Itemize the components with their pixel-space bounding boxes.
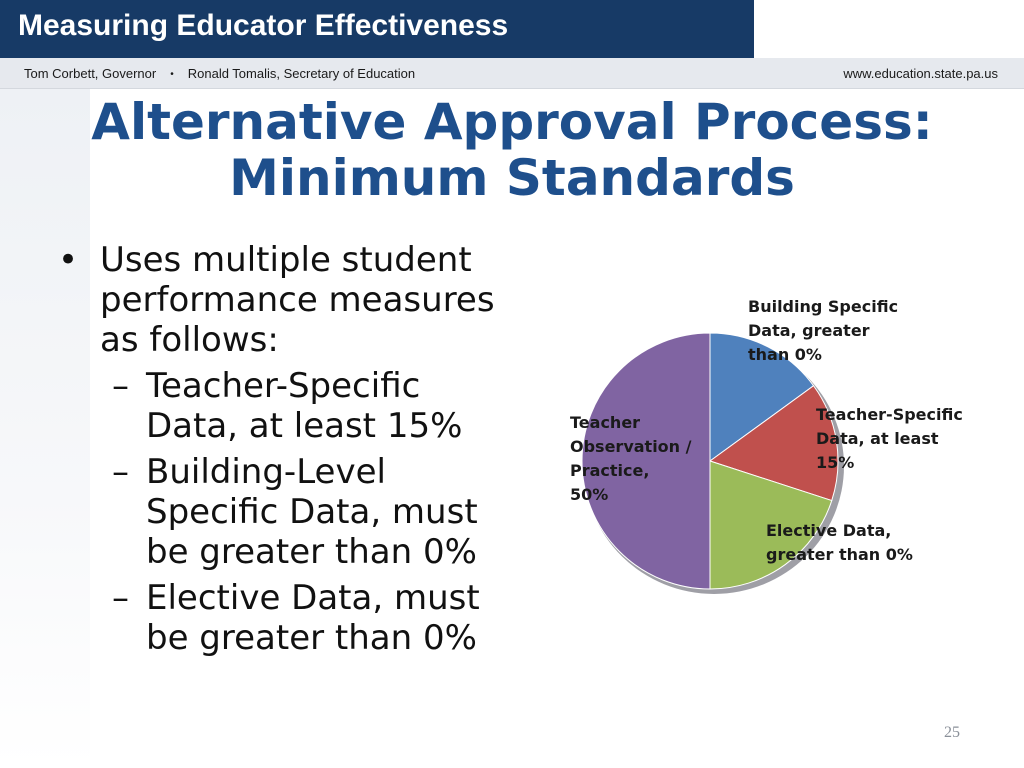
bullet-main-line: Uses multiple student — [100, 240, 472, 280]
dash-mark: – — [112, 366, 129, 406]
sub-bullet-line: Teacher-Specific — [146, 366, 421, 406]
sub-bullet-line: be greater than 0% — [146, 532, 477, 572]
separator-dot: • — [170, 69, 174, 80]
sub-bullet-line: be greater than 0% — [146, 618, 477, 658]
sub-bullet-elective — [56, 578, 516, 658]
slice-label-line: greater than 0% — [766, 545, 913, 564]
pie-chart — [540, 280, 1020, 620]
governor-text: Tom Corbett, Governor — [24, 66, 157, 81]
secretary-text: Ronald Tomalis, Secretary of Education — [187, 66, 416, 81]
slice-label-line: Elective Data, — [766, 521, 892, 540]
slice-label-line: Building Specific — [748, 297, 899, 316]
slice-label-line: Data, greater — [748, 321, 870, 340]
slice-label-line: Data, at least — [816, 429, 939, 448]
website-link[interactable]: www.education.state.pa.us — [843, 66, 998, 81]
slice-label-line: 50% — [570, 485, 609, 504]
slice-label-line: Observation / — [570, 437, 692, 456]
sub-bullet-line: Elective Data, must — [146, 578, 480, 618]
sub-bullet-line: Specific Data, must — [146, 492, 478, 532]
slice-label-line: than 0% — [748, 345, 822, 364]
bullet-main — [56, 240, 516, 360]
header-title: Measuring Educator Effectiveness — [18, 9, 509, 42]
slide-title-line-1: Alternative Approval Process: — [91, 93, 933, 151]
bullet-main-line: as follows: — [100, 320, 279, 360]
dash-mark: – — [112, 452, 129, 492]
sub-bullet-teacher-specific — [56, 366, 516, 446]
bullet-main-line: performance measures — [100, 280, 495, 320]
slice-label-teacher-specific — [816, 405, 963, 472]
page-number: 25 — [944, 724, 960, 741]
sub-header-bar — [0, 58, 1024, 89]
sub-bullet-line: Building-Level — [146, 452, 386, 492]
bullet-mark: • — [58, 240, 79, 280]
slice-label-line: Practice, — [570, 461, 650, 480]
slice-label-line: Teacher-Specific — [816, 405, 963, 424]
sub-bullet-line: Data, at least 15% — [146, 406, 463, 446]
slide-title — [0, 94, 1024, 206]
slice-label-building-specific — [748, 297, 898, 364]
sub-bullet-building-level — [56, 452, 516, 572]
officials-line — [24, 66, 415, 81]
dash-mark: – — [112, 578, 129, 618]
header-bar — [0, 0, 754, 58]
slice-label-line: 15% — [816, 453, 855, 472]
slide-title-line-2: Minimum Standards — [229, 149, 795, 207]
bullet-list — [56, 240, 516, 658]
slice-label-line: Teacher — [570, 413, 641, 432]
